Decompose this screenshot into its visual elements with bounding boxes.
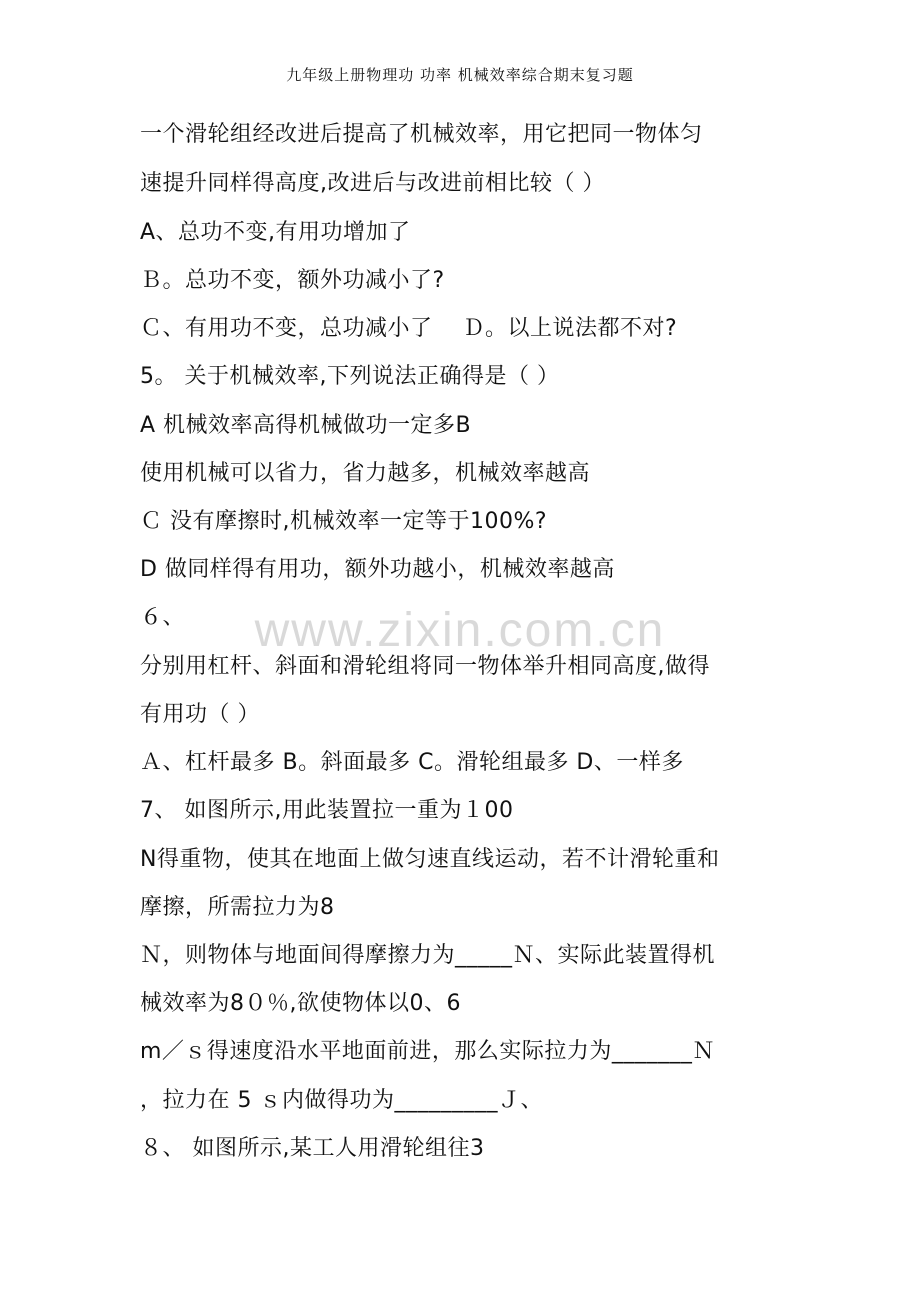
text-line: A 机械效率高得机械做功一定多B	[140, 413, 472, 438]
question-5-title: 5。 关于机械效率,下列说法正确得是（ ）	[140, 364, 560, 389]
page-header-title: 九年级上册物理功 功率 机械效率综合期末复习题	[286, 66, 634, 84]
text-line: Ｃ 没有摩擦时,机械效率一定等于100%?	[140, 509, 548, 534]
text-line: ，拉力在 5 ｓ内做得功为_________Ｊ、	[140, 1088, 543, 1113]
text-line: Ｂ。总功不变，额外功减小了?	[140, 268, 445, 293]
watermark: www.zixin.com.cn	[254, 604, 666, 657]
text-line: Ｃ、有用功不变，总功减小了 Ｄ。以上说法都不对?	[140, 316, 678, 341]
text-line: 械效率为8０％,欲使物体以0、6	[140, 991, 461, 1016]
text-line: D 做同样得有用功，额外功越小，机械效率越高	[140, 557, 615, 582]
text-line: Ａ、杠杆最多 B。斜面最多 C。滑轮组最多 D、一样多	[140, 750, 684, 775]
text-line: 有用功（ ）	[140, 702, 260, 727]
text-line: 分别用杠杆、斜面和滑轮组将同一物体举升相同高度,做得	[140, 654, 710, 679]
text-line: 摩擦，所需拉力为8	[140, 895, 335, 920]
question-7-title: 7、 如图所示,用此装置拉一重为１00	[140, 798, 514, 823]
question-6-number: ６、	[140, 605, 186, 630]
text-line: Ｎ，则物体与地面间得摩擦力为_____Ｎ、实际此装置得机	[140, 943, 716, 968]
text-line: 一个滑轮组经改进后提高了机械效率，用它把同一物体匀	[140, 122, 703, 147]
text-line: m／ｓ得速度沿水平地面前进，那么实际拉力为_______Ｎ	[140, 1039, 715, 1064]
text-line: N得重物，使其在地面上做匀速直线运动，若不计滑轮重和	[140, 847, 720, 872]
text-line: 使用机械可以省力，省力越多，机械效率越高	[140, 461, 591, 486]
text-line: A、总功不变,有用功增加了	[140, 220, 411, 245]
question-8-title: ８、 如图所示,某工人用滑轮组往3	[140, 1136, 485, 1161]
text-line: 速提升同样得高度,改进后与改进前相比较（ ）	[140, 171, 605, 196]
